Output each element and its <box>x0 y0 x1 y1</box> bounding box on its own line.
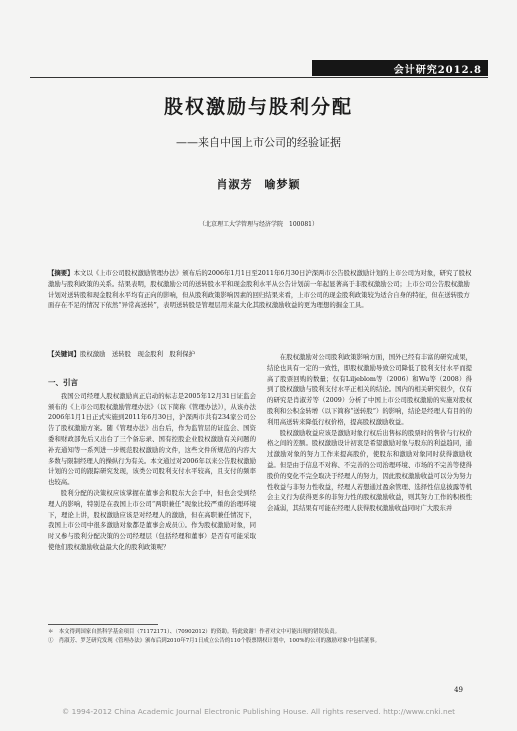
footnote-rule <box>48 624 158 625</box>
journal-header-bar <box>312 60 488 76</box>
article-title: 股权激励与股利分配 <box>163 96 353 118</box>
keywords-label: 【关键词】 <box>48 350 80 358</box>
paragraph: 在股权激励对公司股利政策影响方面，国外已经有丰富的研究成果，结论也具有一定的一致性，即股权激励导致公司降低了股利支付水平而提高了股票回购的数量；仅有Liljeblom等（2006）和Wu等（2008）得到了股权激励与股利支付水平正相关的结论。国内的相关研究很少，仅有的研究是肖淑芳等（2009）分析了中国上市公司股权激励的实施对股权股利和公积金转增（以下简称“送转股”）的影响，结论是经理人有目的的利用高送转来降低行权价格，提高股权激励收益。 <box>267 353 472 426</box>
paragraph: 我国公司经理人股权激励真正启动的标志是2005年12月31日证监会颁布的《上市公司股权激励管理办法》（以下简称《管理办法》），从该办法2006年1月1日正式实施到2011年6月30日，沪深两市共有234家公司公告了股权激励方案。随《管理办法》出台后，作为监管层的证监会、国资委和财政部先后又出台了三个备忘录、国有控股企业股权激励有关问题的补充通知等一系列进一步规范股权激励的文件，这些文件所规范的内容大多数与限制经理人的操纵行为有关。本文通过对2006年以来公告股权激励计划的公司的跟踪研究发现，该类公司股利支付水平较高，且支付的频率也较高。 <box>48 391 256 487</box>
authors: 肖淑芳 喻梦颖 <box>216 178 301 191</box>
footnote: ＊ 本文得到国家自然科学基金项目（71172171）、（70902012）的资助。特此致谢！作者对文中可能出现的错误负责。 <box>48 629 341 635</box>
body-left-column <box>48 378 256 553</box>
abstract-label: 【摘要】 <box>48 269 74 277</box>
abstract-text: 本文以《上市公司股权激励管理办法》颁布后的2006年1月1日至2011年6月30日沪深两市公告股权激励计划的上市公司为对象，研究了股权激励与股利政策的关系。结果表明，股权激励公司的送转股水平和现金股利水平从公告计划前一年起显著高于非股权激励公司；上市公司公告股权激励计划对送转股和现金股利水平均有正向的影响，但从股利政策影响因素的回归结果来看，上市公司的现金股利政策较为适合自身的特征，但在送转股方面存在不足的情况下依然“异常高送转”，表明送转股是管理层用来最大化其股权激励收益的更为理想的掘金工具。 <box>48 269 472 310</box>
body-right-column <box>267 352 472 514</box>
footnote: ① 肖淑芳、罗芝研究发现《管理办法》颁布后到2010年7月1日成立公告的110个股票期权计划中，100%的公司的激励对象中包括董事。 <box>48 638 380 644</box>
header-rule <box>30 77 488 78</box>
paragraph: 股权激励收益应该是激励对象行权后出售标的股票时的售价与行权价格之间的差额。股权激励设计初衷是希望激励对象与股东的利益趋同，通过激励对象的努力工作来提高股价，使股东和激励对象同时获得激励收益。但是由于信息不对称、不完善的公司治理环境、市场的不完善等使得股价的变化不完全取决于经理人的努力，因此股权激励收益可以分为努力性收益与非努力性收益，经理人若想通过盈余管理、选择性信息披露等机会主义行为获得更多的非努力性的股权激励收益，则其努力工作的积极性会减弱，其结果有可能在经理人获得股权激励收益同时广大股东并 <box>267 428 472 513</box>
abstract <box>48 268 472 311</box>
paragraph: 股利分配的决策权应该掌握在董事会和股东大会手中，但也会受到经理人的影响，特别是在我国上市公司“两职兼任”现象比较严重的治理环境下，理论上讲，股权激励应该是对经理人的激励，但在高职兼任情况下，我国上市公司中很多激励对象都是董事会成员①。作为股权激励对象，同时又参与股利分配决策的公司经理层（包括经理和董事）是否有可能采取使他们股权激励收益最大化的股利政策呢？ <box>48 488 256 551</box>
keywords-text: 股权激励 送转股 现金股利 股利保护 <box>79 350 195 358</box>
copyright-notice: © 1994-2012 China Academic Journal Electronic Publishing House. All rights reserved. http://www.cnki.net <box>61 707 456 716</box>
section-heading: 一、引言 <box>48 378 78 387</box>
article-subtitle: ——来自中国上市公司的经验证据 <box>176 136 341 149</box>
footnotes <box>48 628 472 646</box>
affiliation: （北京理工大学管理与经济学院 100081） <box>199 221 318 228</box>
page-number: 49 <box>454 686 463 694</box>
journal-header-text: 会计研究2012.8 <box>393 65 482 76</box>
